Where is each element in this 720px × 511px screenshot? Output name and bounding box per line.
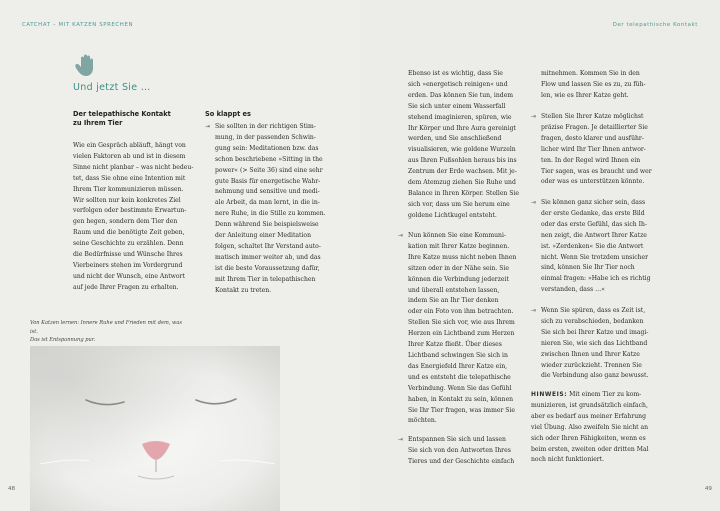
bullet-item — [398, 435, 530, 468]
text-line: gute Basis für energetische Wahr- — [215, 177, 321, 185]
text-line: kation mit Ihrer Katze beginnen. — [408, 242, 510, 250]
text-line: möchten. — [408, 417, 437, 425]
arrow-right-icon: ⇥ — [398, 232, 404, 239]
text-line: verstanden, dass …« — [541, 286, 605, 294]
text-line: Verbindung. Wenn Sie das Gefühl — [408, 384, 512, 392]
page-number-left: 48 — [8, 486, 16, 492]
text-line: Sie sich unter einem Wasserfall — [408, 102, 506, 110]
text-line: sitzen oder in der Nähe sein. Sie — [408, 264, 510, 272]
column2-heading: So klappt es — [205, 110, 251, 118]
text-line: der erste Gedanke, das erste Bild — [541, 209, 645, 217]
arrow-right-icon: ⇥ — [531, 307, 537, 314]
caption-line: Von Katzen lernen: Innere Ruhe und Frieden mit dem, was ist. — [30, 320, 183, 335]
text-line: ale Arbeit, da man lernt, in die in- — [215, 199, 320, 207]
caption-line: Das ist Entspannung pur. — [30, 337, 96, 344]
text-line: goldene Lichtkugel entsteht. — [408, 211, 497, 219]
text-line: oder ein Foto von ihm betrachten. — [408, 308, 514, 316]
text-line: gung sein: Meditationen bzw. das — [215, 144, 319, 152]
text-line: Stellen Sie sich vor, wie aus Ihrem — [408, 319, 515, 327]
column1-heading — [73, 110, 193, 128]
text-line: wieder zurückzieht. Trennen Sie — [541, 361, 642, 369]
text-line: verfolgen oder bestimmte Erwartun- — [73, 207, 187, 215]
text-line: visualisieren, wie goldene Wurzeln — [408, 146, 516, 154]
text-line: tet, dass Sie ohne eine Intention mit — [73, 174, 186, 182]
arrow-right-icon: ⇥ — [205, 123, 211, 130]
text-line: seine Geschichte zu erzählen. Denn — [73, 240, 184, 248]
text-line: einmal fragen: »Habe ich es richtig — [541, 275, 651, 283]
text-line: Sie sich bei Ihrer Katze und imagi- — [541, 328, 649, 336]
text-line: Herzen ein Lichtband zum Herzen — [408, 330, 515, 338]
column1-body — [73, 141, 198, 294]
text-line: Raum und die benötigte Zeit geben, — [73, 229, 185, 237]
text-line: nieren Sie, wie sich das Lichtband — [541, 339, 648, 347]
text-line: licher wird Ihr Tier Ihnen antwor- — [541, 145, 646, 153]
text-line: und es entsteht die telepathische — [408, 373, 511, 381]
text-line: mitnehmen. Kommen Sie in den — [541, 70, 640, 77]
page-number-right: 49 — [704, 486, 712, 492]
heading-line: Der telepathische Kontakt — [73, 110, 171, 118]
text-line: noch nicht funktioniert. — [531, 456, 605, 464]
text-line: Sinne nicht planbar – was nicht bedeu- — [73, 163, 194, 171]
text-line: dem Atemzug ziehen Sie Ruhe und — [408, 179, 516, 187]
bullet-item — [205, 122, 340, 297]
text-line: sind, können Sie Ihr Tier noch — [541, 264, 635, 272]
text-line: ten. In der Regel wird Ihnen ein — [541, 156, 641, 164]
text-line: präzise Fragen. Je detaillierter Sie — [541, 123, 648, 131]
text-line: Sie sich von den Antworten Ihres — [408, 446, 511, 454]
text-line: aber es bedarf aus meiner Erfahrung — [531, 412, 646, 420]
text-line: können die Verbindung jederzeit — [408, 275, 509, 283]
text-line: Kontakt zu treten. — [215, 286, 272, 294]
text-line: Flow und lassen Sie es zu, zu füh- — [541, 80, 646, 88]
text-line: mit Ihrem Tier in telepathischen — [215, 275, 316, 283]
text-line: Tieres und der Geschichte einfach — [408, 457, 515, 465]
text-line: oder das erste Gefühl, das sich Ih- — [541, 220, 648, 228]
text-line: mung, in der passenden Schwin- — [215, 133, 316, 141]
text-line: schon beschriebene »Sitting in the — [215, 155, 323, 163]
text-line: beim ersten, zweiten oder dritten Mal — [531, 445, 649, 453]
running-head-left: CATCHAT – MIT KATZEN SPRECHEN — [22, 22, 134, 28]
column4-paragraph — [541, 69, 666, 102]
bullet-item — [531, 112, 669, 188]
hinweis-text: Mit einem Tier zu kom- — [567, 391, 642, 398]
arrow-right-icon: ⇥ — [531, 199, 537, 206]
text-line: nicht. Wenn Sie trotzdem unsicher — [541, 253, 649, 261]
text-line: Lichtband schwingen Sie sich in — [408, 351, 508, 359]
text-line: Wir sollten nur kein konkretes Ziel — [73, 196, 181, 204]
text-line: aus Ihren Fußsohlen heraus bis ins — [408, 157, 517, 165]
text-line: sich zu verabschieden, bedanken — [541, 317, 644, 325]
text-line: power« (> Seite 36) sind eine sehr — [215, 166, 323, 174]
bullet-item — [531, 306, 669, 382]
text-line: sich »energetisch reinigen« und — [408, 80, 508, 88]
text-line: Balance in Ihren Körper. Stellen Sie — [408, 189, 520, 197]
text-line: die Bedürfnisse und Wünsche Ihres — [73, 251, 183, 259]
text-line: Stellen Sie Ihrer Katze möglichst — [541, 113, 644, 120]
raised-hand-icon — [72, 52, 98, 78]
text-line: zwischen Ihnen und Ihrer Katze — [541, 350, 640, 358]
text-line: munizieren, ist grundsätzlich einfach, — [531, 401, 648, 409]
arrow-right-icon: ⇥ — [398, 436, 404, 443]
text-line: Sie können ganz sicher sein, dass — [541, 199, 646, 206]
text-line: Wenn Sie spüren, dass es Zeit ist, — [541, 307, 646, 314]
text-line: nere Ruhe, in die Stille zu kommen. — [215, 210, 326, 218]
right-page — [360, 0, 720, 511]
section-title: Und jetzt Sie … — [73, 82, 151, 93]
text-line: und überall entstehen lassen, — [408, 286, 500, 294]
text-line: Tier sagen, was es braucht und wer — [541, 167, 652, 175]
text-line: len, wie es Ihrer Katze geht. — [541, 91, 629, 99]
text-line: Denn während Sie beispielsweise — [215, 221, 319, 229]
cat-face-image — [30, 346, 280, 511]
text-line: Ihrer Katze fließt. Über dieses — [408, 341, 502, 349]
text-line: und nicht der Wunsch, eine Antwort — [73, 272, 185, 280]
heading-line: zu Ihrem Tier — [73, 119, 123, 127]
text-line: Sie Ihr Tier fragen, was immer Sie — [408, 406, 516, 414]
bullet-item — [531, 198, 669, 296]
text-line: nehmung und sensitive und medi- — [215, 188, 320, 196]
column3-paragraph — [408, 69, 528, 222]
text-line: Ihre Katze muss nicht neben Ihnen — [408, 253, 517, 261]
photo-caption — [30, 319, 190, 345]
hinweis-note — [531, 390, 666, 466]
bullet-item — [398, 231, 530, 427]
text-line: viel Übung. Also zweifeln Sie nicht an — [531, 423, 649, 431]
running-head-right: Der telepathische Kontakt — [612, 22, 698, 28]
text-line: die Verbindung also ganz bewusst. — [541, 372, 649, 380]
text-line: ist. »Zerdenken« Sie die Antwort — [541, 242, 644, 250]
hinweis-label: HINWEIS: — [531, 392, 568, 398]
text-line: sich oder Ihren Fähigkeiten, wenn es — [531, 434, 646, 442]
text-line: haben, in Kontakt zu sein, können — [408, 395, 514, 403]
text-line: ist die beste Voraussetzung dafür, — [215, 264, 320, 272]
text-line: auf jede Ihrer Fragen zu erhalten. — [73, 283, 179, 291]
text-line: stehend imaginieren, spüren, wie — [408, 113, 512, 121]
text-line: sich vor, dass um Sie herum eine — [408, 200, 510, 208]
text-line: erden. Das können Sie tun, indem — [408, 91, 514, 99]
text-line: vielen Faktoren ab und ist in diesem — [73, 152, 186, 160]
arrow-right-icon: ⇥ — [531, 113, 537, 120]
text-line: indem Sie an Ihr Tier denken — [408, 297, 499, 305]
text-line: matisch immer weiter ab, und das — [215, 253, 321, 261]
text-line: der Anleitung einer Meditation — [215, 232, 312, 240]
text-line: das Energiefeld Ihrer Katze ein, — [408, 362, 508, 370]
text-line: Zentrum der Erde wachsen. Mit je- — [408, 168, 517, 176]
text-line: nen zeigt, die Antwort Ihrer Katze — [541, 231, 647, 239]
text-line: Ebenso ist es wichtig, dass Sie — [408, 70, 503, 77]
text-line: werden, und Sie anschließend — [408, 135, 502, 143]
text-line: Ihr Körper und Ihre Aura gereinigt — [408, 124, 516, 132]
text-line: Sie sollten in der richtigen Stim- — [215, 123, 316, 130]
text-line: fragen, desto klarer und ausführ- — [541, 134, 644, 142]
text-line: Wie ein Gespräch abläuft, hängt von — [73, 142, 186, 149]
text-line: Ihrem Tier kommunizieren müssen. — [73, 185, 184, 193]
text-line: folgen, schaltet Ihr Verstand auto- — [215, 242, 321, 250]
text-line: oder was es unterstützen könnte. — [541, 178, 645, 186]
text-line — [531, 390, 666, 401]
text-line: Vierbeiners stehen im Vordergrund — [73, 261, 183, 269]
text-line: Nun können Sie eine Kommuni- — [408, 232, 506, 239]
text-line: Entspannen Sie sich und lassen — [408, 436, 506, 443]
cat-photo — [30, 346, 280, 511]
text-line: gen hegen, sondern dem Tier den — [73, 218, 178, 226]
